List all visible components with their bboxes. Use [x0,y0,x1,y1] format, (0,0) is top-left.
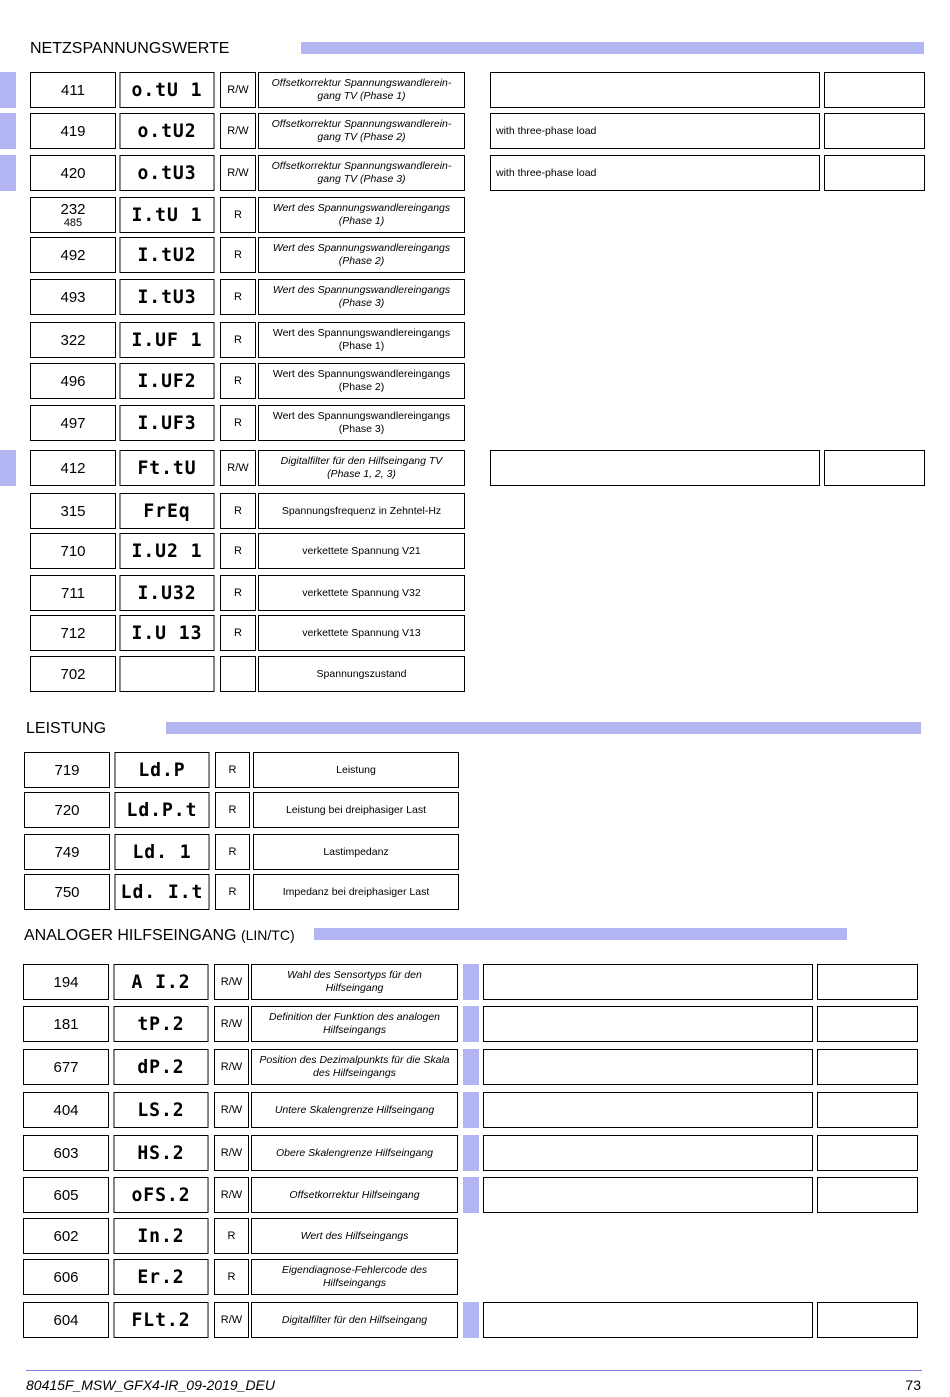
parameter-description: Position des Dezimalpunkts für die Skala des Hilfseingangs [251,1049,458,1085]
access-mode: R/W [214,964,249,1000]
parameter-description: Digitalfilter für den Hilfseingang [251,1302,458,1338]
parameter-description: Untere Skalengrenze Hilfseingang [251,1092,458,1128]
parameter-number: 420 [30,155,116,191]
end-box [824,72,925,108]
display-mnemonic: FrEq [120,493,215,529]
display-mnemonic: Er.2 [114,1259,209,1295]
parameter-number: 497 [30,405,116,441]
access-mode: R [220,533,256,569]
display-mnemonic: I.tU 1 [120,197,215,233]
parameter-number: 677 [23,1049,109,1085]
accent-marker [463,964,479,1000]
parameter-number: 181 [23,1006,109,1042]
end-box [824,155,925,191]
parameter-number-alt: 485 [63,216,83,229]
parameter-description: Wert des Spannungswandlereingangs (Phase 2) [258,363,465,399]
note-box [483,964,813,1000]
display-mnemonic: I.UF2 [120,363,215,399]
access-mode: R [220,279,256,315]
display-mnemonic: o.tU2 [120,113,215,149]
parameter-description: Leistung [253,752,459,788]
parameter-description: verkettete Spannung V13 [258,615,465,651]
parameter-number: 411 [30,72,116,108]
parameter-description: Eigendiagnose-Fehlercode des Hilfseingangs [251,1259,458,1295]
section-bar-netz [301,42,924,54]
parameter-description: Wert des Spannungswandlereingangs (Phase 1) [258,197,465,233]
parameter-description: Impedanz bei dreiphasiger Last [253,874,459,910]
display-mnemonic: tP.2 [114,1006,209,1042]
parameter-description: Spannungszustand [258,656,465,692]
parameter-number: 493 [30,279,116,315]
access-mode: R [214,1259,249,1295]
note-box [483,1006,813,1042]
display-mnemonic: o.tU3 [120,155,215,191]
parameter-description: Wert des Spannungswandlereingangs (Phase 3) [258,279,465,315]
accent-marker [0,450,16,486]
parameter-number: 750 [24,874,110,910]
parameter-description: Offsetkorrektur Spannungswandlerein-gang TV (Phase 1) [258,72,465,108]
access-mode: R/W [214,1092,249,1128]
end-box [824,113,925,149]
access-mode: R [220,322,256,358]
access-mode [220,656,256,692]
section-title-analog-sub: (LIN/TC) [240,927,295,943]
end-box [817,964,918,1000]
accent-marker [463,1177,479,1213]
parameter-description: Digitalfilter für den Hilfseingang TV (Phase 1, 2, 3) [258,450,465,486]
parameter-number: 719 [24,752,110,788]
note-box: with three-phase load [490,155,820,191]
display-mnemonic: I.UF 1 [120,322,215,358]
parameter-number: 419 [30,113,116,149]
accent-marker [0,72,16,108]
access-mode: R [220,615,256,651]
parameter-description: Wert des Spannungswandlereingangs (Phase 2) [258,237,465,273]
access-mode: R [220,237,256,273]
display-mnemonic: Ft.tU [120,450,215,486]
end-box [817,1302,918,1338]
parameter-description: Wert des Spannungswandlereingangs (Phase 3) [258,405,465,441]
display-mnemonic: A I.2 [114,964,209,1000]
end-box [817,1135,918,1171]
section-bar-analog [314,928,847,940]
display-mnemonic: I.tU2 [120,237,215,273]
section-title-netz: NETZSPANNUNGSWERTE [30,40,230,57]
parameter-description: Wert des Spannungswandlereingangs (Phase 1) [258,322,465,358]
parameter-description: Spannungsfrequenz in Zehntel-Hz [258,493,465,529]
access-mode: R/W [214,1006,249,1042]
display-mnemonic: Ld. I.t [115,874,210,910]
end-box [817,1092,918,1128]
footer-divider [26,1370,922,1371]
display-mnemonic: LS.2 [114,1092,209,1128]
accent-marker [463,1092,479,1128]
note-box [490,72,820,108]
note-box [483,1302,813,1338]
display-mnemonic: Ld. 1 [115,834,210,870]
parameter-number: 496 [30,363,116,399]
parameter-number: 711 [30,575,116,611]
parameter-number: 605 [23,1177,109,1213]
parameter-number: 710 [30,533,116,569]
accent-marker [463,1302,479,1338]
parameter-description: Offsetkorrektur Hilfseingang [251,1177,458,1213]
parameter-number: 606 [23,1259,109,1295]
display-mnemonic: I.U32 [120,575,215,611]
note-box [483,1092,813,1128]
parameter-number: 404 [23,1092,109,1128]
access-mode: R [215,834,250,870]
parameter-description: Lastimpedanz [253,834,459,870]
parameter-number: 322 [30,322,116,358]
parameter-number: 720 [24,792,110,828]
display-mnemonic: Ld.P.t [115,792,210,828]
parameter-number: 492 [30,237,116,273]
parameter-description: Obere Skalengrenze Hilfseingang [251,1135,458,1171]
display-mnemonic: oFS.2 [114,1177,209,1213]
parameter-number: 603 [23,1135,109,1171]
note-box: with three-phase load [490,113,820,149]
accent-marker [463,1049,479,1085]
parameter-number: 712 [30,615,116,651]
display-mnemonic: Ld.P [115,752,210,788]
parameter-description: Offsetkorrektur Spannungswandlerein-gang TV (Phase 2) [258,113,465,149]
access-mode: R/W [214,1049,249,1085]
display-mnemonic: I.tU3 [120,279,215,315]
display-mnemonic: In.2 [114,1218,209,1254]
note-box [483,1049,813,1085]
section-title-analog [24,927,295,945]
parameter-description: Leistung bei dreiphasiger Last [253,792,459,828]
end-box [824,450,925,486]
note-box [483,1135,813,1171]
access-mode: R [215,752,250,788]
access-mode: R/W [220,72,256,108]
display-mnemonic: o.tU 1 [120,72,215,108]
access-mode: R [215,874,250,910]
access-mode: R/W [220,155,256,191]
parameter-description: Definition der Funktion des analogen Hilfseingangs [251,1006,458,1042]
access-mode: R [220,575,256,611]
end-box [817,1006,918,1042]
access-mode: R [214,1218,249,1254]
access-mode: R [220,363,256,399]
access-mode: R/W [214,1177,249,1213]
access-mode: R/W [214,1135,249,1171]
section-bar-leistung [166,722,921,734]
parameter-number: 604 [23,1302,109,1338]
note-box [483,1177,813,1213]
display-mnemonic: dP.2 [114,1049,209,1085]
footer-document-id: 80415F_MSW_GFX4-IR_09-2019_DEU [26,1377,276,1393]
parameter-number [30,197,116,233]
parameter-description: Offsetkorrektur Spannungswandlerein-gang TV (Phase 3) [258,155,465,191]
access-mode: R [220,493,256,529]
parameter-description: verkettete Spannung V32 [258,575,465,611]
parameter-number: 702 [30,656,116,692]
display-mnemonic [120,656,215,692]
parameter-number: 315 [30,493,116,529]
footer-page-number: 73 [905,1377,921,1393]
parameter-number: 749 [24,834,110,870]
parameter-number: 194 [23,964,109,1000]
end-box [817,1049,918,1085]
display-mnemonic: I.U2 1 [120,533,215,569]
end-box [817,1177,918,1213]
section-title-leistung: LEISTUNG [26,720,107,737]
accent-marker [463,1006,479,1042]
access-mode: R/W [220,113,256,149]
display-mnemonic: FLt.2 [114,1302,209,1338]
parameter-description: verkettete Spannung V21 [258,533,465,569]
accent-marker [463,1135,479,1171]
accent-marker [0,113,16,149]
parameter-number-main: 232 [60,200,86,218]
access-mode: R/W [214,1302,249,1338]
access-mode: R [220,197,256,233]
accent-marker [0,155,16,191]
section-title-analog-main: ANALOGER HILFSEINGANG [24,927,237,944]
access-mode: R [220,405,256,441]
display-mnemonic: I.UF3 [120,405,215,441]
display-mnemonic: HS.2 [114,1135,209,1171]
parameter-description: Wahl des Sensortyps für den Hilfseingang [251,964,458,1000]
access-mode: R [215,792,250,828]
note-box [490,450,820,486]
parameter-number: 602 [23,1218,109,1254]
display-mnemonic: I.U 13 [120,615,215,651]
access-mode: R/W [220,450,256,486]
parameter-number: 412 [30,450,116,486]
parameter-description: Wert des Hilfseingangs [251,1218,458,1254]
